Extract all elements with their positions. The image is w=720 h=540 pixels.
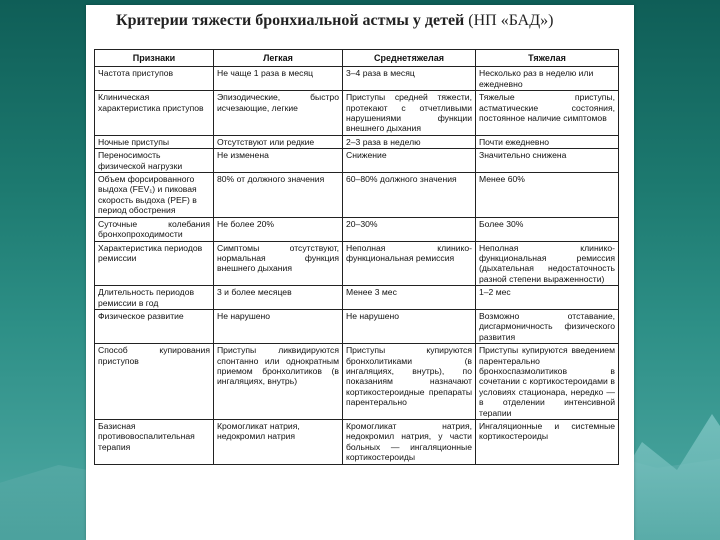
table-cell: Менее 60%: [476, 173, 619, 218]
table-cell: Объем форсированного выдоха (FEV₁) и пиковая скорость выдоха (PEF) в период обострения: [95, 173, 214, 218]
table-cell: Приступы купируются введением парентерально бронхоспазмолитиков в сочетании с кортикостероидами в условиях стационара, нередко — в отделении интенсивной терапии: [476, 344, 619, 420]
document-sheet: [86, 5, 634, 540]
title-source: (НП «БАД»): [468, 12, 554, 29]
table-cell: Почти ежедневно: [476, 135, 619, 148]
header-cell: Легкая: [214, 50, 343, 67]
table-cell: Переносимость физической нагрузки: [95, 149, 214, 173]
table-cell: Приступы купируются бронхолитиками (в ингаляциях, внутрь), по показаниям назначают кортикостероидные препараты парентерально: [343, 344, 476, 420]
table-cell: 80% от должного значения: [214, 173, 343, 218]
table-cell: Снижение: [343, 149, 476, 173]
table-cell: Менее 3 мес: [343, 286, 476, 310]
table-cell: Частота приступов: [95, 67, 214, 91]
table-row: [95, 67, 619, 91]
table-cell: Несколько раз в неделю или ежедневно: [476, 67, 619, 91]
table-cell: Не нарушено: [214, 309, 343, 343]
table-cell: 3–4 раза в месяц: [343, 67, 476, 91]
table-row: [95, 217, 619, 241]
table-cell: 2–3 раза в неделю: [343, 135, 476, 148]
page-title: [116, 12, 616, 30]
table-cell: Ночные приступы: [95, 135, 214, 148]
severity-table: [94, 49, 619, 465]
table-row: [95, 309, 619, 343]
table-cell: Физическое развитие: [95, 309, 214, 343]
table-cell: Суточные колебания бронхопроходимости: [95, 217, 214, 241]
table-row: [95, 135, 619, 148]
table-cell: Не более 20%: [214, 217, 343, 241]
table-cell: Не изменена: [214, 149, 343, 173]
table-cell: Неполная клинико-функциональная ремиссия (дыхательная недостаточность разной степени выраженности): [476, 241, 619, 286]
table-cell: Неполная клинико-функциональная ремиссия: [343, 241, 476, 286]
table-cell: 3 и более месяцев: [214, 286, 343, 310]
table-cell: Симптомы отсутствуют, нормальная функция внешнего дыхания: [214, 241, 343, 286]
table-row: [95, 91, 619, 136]
table-cell: Приступы средней тяжести, протекают с отчетливыми нарушениями функции внешнего дыхания: [343, 91, 476, 136]
table-row: [95, 286, 619, 310]
header-cell: Тяжелая: [476, 50, 619, 67]
table-cell: Базисная противовоспалительная терапия: [95, 420, 214, 465]
table-cell: Более 30%: [476, 217, 619, 241]
header-row: [95, 50, 619, 67]
header-cell: Среднетяжелая: [343, 50, 476, 67]
title-main: Критерии тяжести бронхиальной астмы у детей: [116, 12, 465, 29]
table-cell: Не нарушено: [343, 309, 476, 343]
table-cell: 20–30%: [343, 217, 476, 241]
table-cell: Приступы ликвидируются спонтанно или однократным приемом бронхолитиков (в ингаляциях, внутрь): [214, 344, 343, 420]
table-cell: Кромогликат натрия, недокромил натрия: [214, 420, 343, 465]
table-cell: Тяжелые приступы, астматические состояния, постоянное наличие симптомов: [476, 91, 619, 136]
table-cell: Значительно снижена: [476, 149, 619, 173]
table-row: [95, 241, 619, 286]
table-cell: 60–80% должного значения: [343, 173, 476, 218]
table-row: [95, 420, 619, 465]
table-cell: Кромогликат натрия, недокромил натрия, у части больных — ингаляционные кортикостероиды: [343, 420, 476, 465]
table-cell: Не чаще 1 раза в месяц: [214, 67, 343, 91]
table-cell: Возможно отставание, дисгармоничность физического развития: [476, 309, 619, 343]
table-cell: Ингаляционные и системные кортикостероиды: [476, 420, 619, 465]
table-body: [95, 67, 619, 464]
table-cell: Способ купирования приступов: [95, 344, 214, 420]
table-cell: 1–2 мес: [476, 286, 619, 310]
table-row: [95, 173, 619, 218]
table-cell: Характеристика периодов ремиссии: [95, 241, 214, 286]
header-cell: Признаки: [95, 50, 214, 67]
table-cell: Отсутствуют или редкие: [214, 135, 343, 148]
table-cell: Эпизодические, быстро исчезающие, легкие: [214, 91, 343, 136]
table-row: [95, 149, 619, 173]
table-cell: Длительность периодов ремиссии в год: [95, 286, 214, 310]
table-row: [95, 344, 619, 420]
table-cell: Клиническая характеристика приступов: [95, 91, 214, 136]
